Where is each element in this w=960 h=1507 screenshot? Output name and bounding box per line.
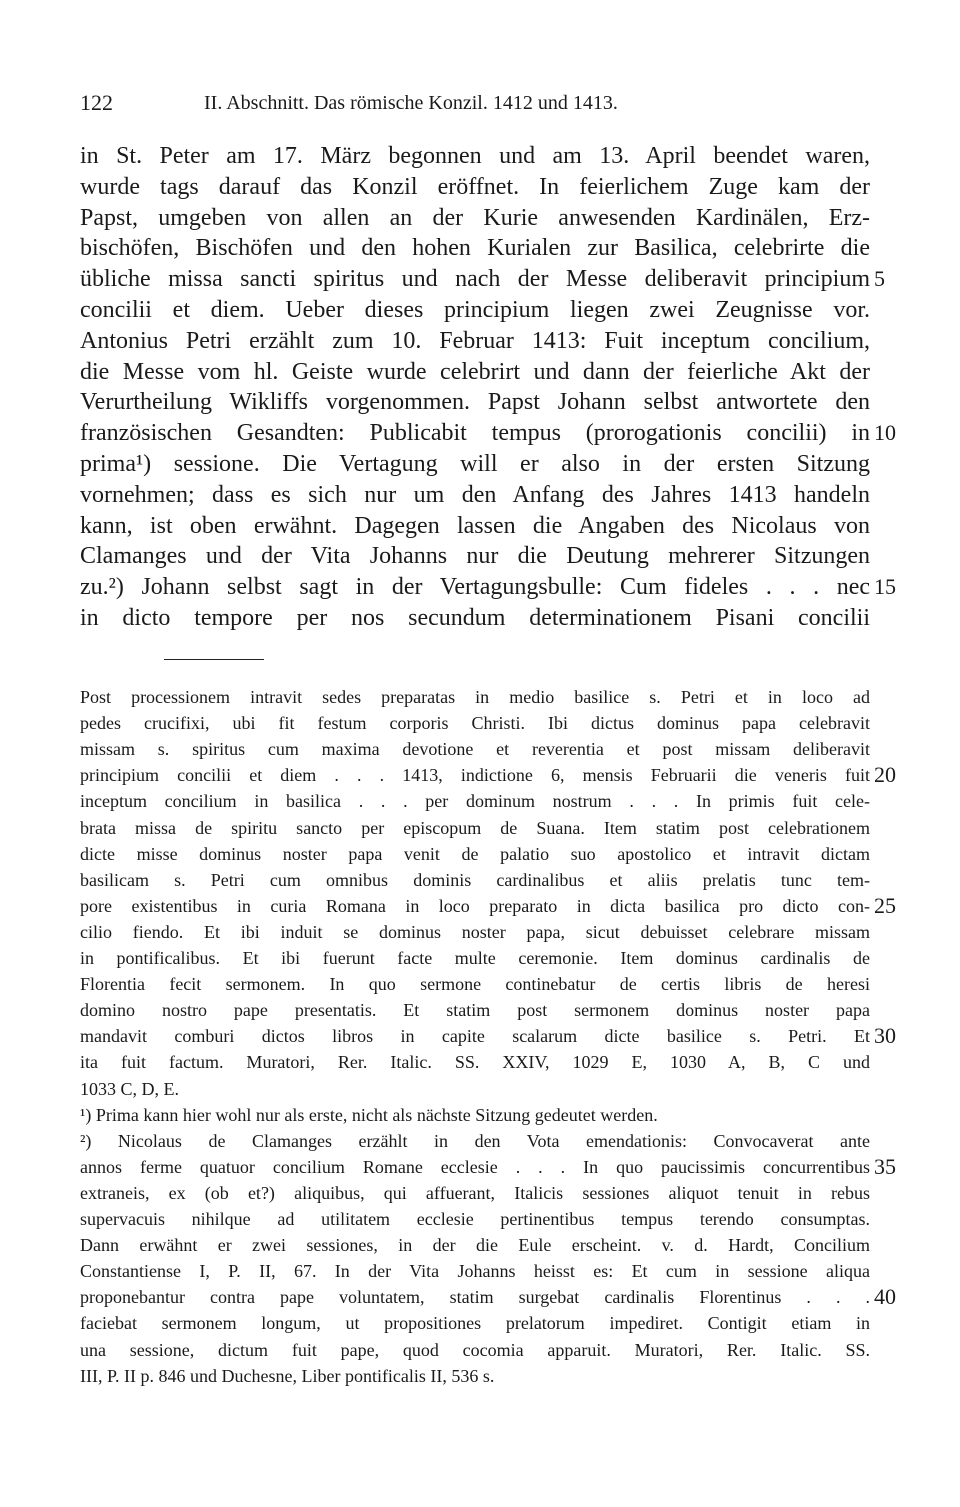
footnote-line: dicte misse dominus noster papa venit de palatio suo apostolico et intravit dictam	[80, 843, 870, 864]
text-line: französischen Gesandten: Publicabit tempus (prorogationis concilii) in	[80, 420, 870, 447]
text-line: Papst, umgeben von allen an der Kurie anwesenden Kardinälen, Erz-	[80, 204, 870, 231]
page-header	[80, 90, 870, 120]
footnote-line: Post processionem intravit sedes preparatas in medio basilice s. Petri et in loco ad	[80, 687, 870, 707]
line-number: 40	[874, 1284, 896, 1310]
footnote-line: Dann erwähnt er zwei sessiones, in der die Eule erscheint. v. d. Hardt, Concilium	[80, 1235, 870, 1256]
footnote-line: ²) Nicolaus de Clamanges erzählt in den Vota emendationis: Convocaverat ante	[80, 1130, 870, 1151]
text-line: wurde tags darauf das Konzil eröffnet. In feierlichem Zuge kam der	[80, 173, 870, 200]
footnote-line: annos ferme quatuor concilium Romane ecclesie . . . In quo paucissimis concurrentibus	[80, 1156, 870, 1177]
text-line: in St. Peter am 17. März begonnen und am 13. April beendet waren,	[80, 143, 870, 169]
text-line: concilii et diem. Ueber dieses principium liegen zwei Zeugnisse vor.	[80, 297, 870, 323]
text-line: übliche missa sancti spiritus und nach der Messe deliberavit principium	[80, 266, 870, 293]
line-number: 30	[874, 1023, 896, 1049]
footnote-line: in pontificalibus. Et ibi fuerunt facte multe ceremonie. Item dominus cardinalis de	[80, 948, 870, 968]
footnote-line: pedes crucifixi, ubi fit festum corporis Christi. Ibi dictus dominus papa celebravit	[80, 713, 870, 734]
footnote-line: III, P. II p. 846 und Duchesne, Liber pontificalis II, 536 s.	[80, 1365, 495, 1386]
footnote-line: proponebantur contra pape voluntatem, statim surgebat cardinalis Florentinus . . .	[80, 1287, 870, 1308]
footnote-line: 1033 C, D, E.	[80, 1078, 179, 1099]
line-number: 25	[874, 892, 896, 918]
text-line: in dicto tempore per nos secundum determinationem Pisani concilii	[80, 605, 870, 631]
text-line: vornehmen; dass es sich nur um den Anfang des Jahres 1413 handeln	[80, 481, 870, 508]
line-number: 35	[874, 1153, 896, 1179]
footnote-line: faciebat sermonem longum, ut propositiones prelatorum impediret. Contigit etiam in	[80, 1313, 870, 1334]
footnote-line: inceptum concilium in basilica . . . per dominum nostrum . . . In primis fuit cele-	[80, 791, 870, 812]
footnote-line: missam s. spiritus cum maxima devotione et reverentia et post missam deliberavit	[80, 739, 870, 760]
footnote-line: principium concilii et diem . . . 1413, indictione 6, mensis Februarii die veneris fuit	[80, 765, 870, 786]
footnote-line: mandavit comburi dictos libros in capite scalarum dicte basilice s. Petri. Et	[80, 1026, 870, 1047]
text-line: Clamanges und der Vita Johanns nur die Deutung mehrerer Sitzungen	[80, 543, 870, 570]
footnote-line: Constantiense I, P. II, 67. In der Vita Johanns heisst es: Et cum in sessione aliqua	[80, 1261, 870, 1282]
text-line: zu.²) Johann selbst sagt in der Vertagungsbulle: Cum fideles . . . nec	[80, 574, 870, 601]
footnote-line: domino nostro pape presentatis. Et statim post sermonem dominus noster papa	[80, 1000, 870, 1021]
footnote-separator	[164, 659, 264, 660]
text-line: die Messe vom hl. Geiste wurde celebrirt und dann der feierliche Akt der	[80, 358, 870, 385]
footnote-line: Florentia fecit sermonem. In quo sermone continebatur de certis libris de heresi	[80, 974, 870, 995]
footnote-line: extraneis, ex (ob et?) aliquibus, qui affuerant, Italicis sessiones aliquot tenuit in rebus	[80, 1182, 870, 1203]
footnote-line: supervacuis nihilque ad utilitatem ecclesie pertinentibus tempus terendo consumptas.	[80, 1209, 870, 1229]
footnote-line: pore existentibus in curia Romana in loco preparato in dicta basilica pro dicto con-	[80, 895, 870, 916]
text-line: bischöfen, Bischöfen und den hohen Kurialen zur Basilica, celebrirte die	[80, 235, 870, 262]
line-number: 15	[874, 574, 896, 600]
running-title: II. Abschnitt. Das römische Konzil. 1412 und 1413.	[204, 92, 618, 114]
footnote-line: ita fuit factum. Muratori, Rer. Italic. SS. XXIV, 1029 E, 1030 A, B, C und	[80, 1052, 870, 1073]
footnote-line: una sessione, dictum fuit pape, quod cocomia apparuit. Muratori, Rer. Italic. SS.	[80, 1339, 870, 1360]
footnote-line: basilicam s. Petri cum omnibus dominis cardinalibus et aliis prelatis tunc tem-	[80, 869, 870, 890]
text-line: prima¹) sessione. Die Vertagung will er also in der ersten Sitzung	[80, 451, 870, 477]
line-number: 20	[874, 762, 896, 788]
footnote-line: cilio fiendo. Et ibi induit se dominus noster papa, sicut debuisset celebrare missam	[80, 921, 870, 942]
footnote-line: ¹) Prima kann hier wohl nur als erste, nicht als nächste Sitzung gedeutet werden.	[80, 1104, 658, 1125]
line-number: 10	[874, 420, 896, 446]
text-line: Antonius Petri erzählt zum 10. Februar 1413: Fuit inceptum concilium,	[80, 327, 870, 354]
line-number: 5	[874, 266, 885, 292]
page-number: 122	[80, 90, 113, 115]
text-line: Verurtheilung Wikliffs vorgenommen. Papst Johann selbst antwortete den	[80, 389, 870, 416]
footnote-line: brata missa de spiritu sancto per episcopum de Suana. Item statim post celebrationem	[80, 817, 870, 838]
text-line: kann, ist oben erwähnt. Dagegen lassen die Angaben des Nicolaus von	[80, 512, 870, 539]
